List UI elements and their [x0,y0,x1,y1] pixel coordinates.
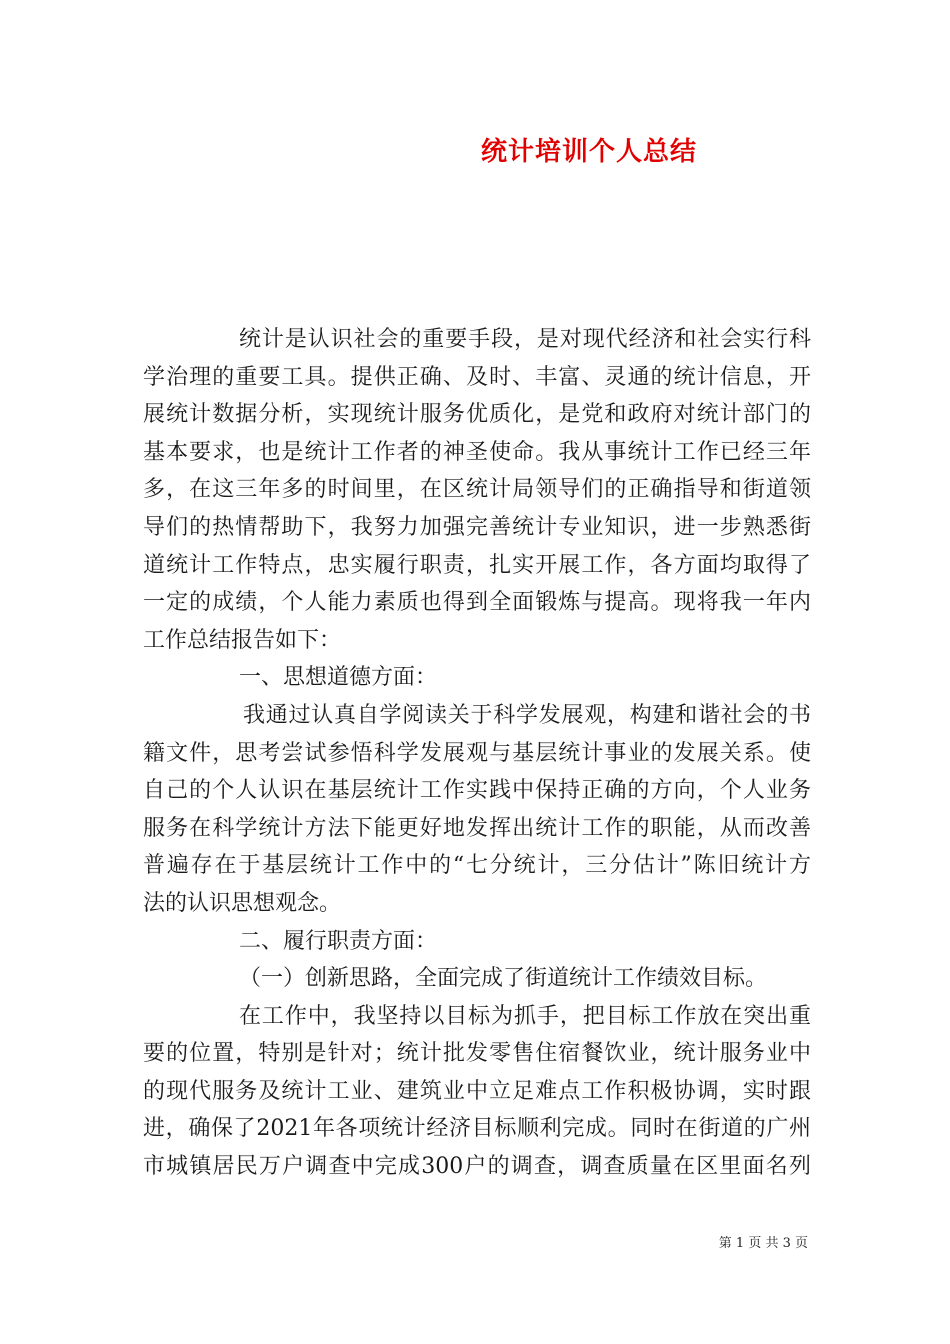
paragraph-line: 统计是认识社会的重要手段，是对现代经济和社会实行科 [239,327,811,352]
paragraph-line: 工作总结报告如下： [143,627,342,653]
paragraph-line: 市城镇居民万户调查中完成300户的调查，调查质量在区里面名列 [143,1154,811,1180]
paragraph-line: 学治理的重要工具。提供正确、及时、丰富、灵通的统计信息，开 [143,364,811,390]
paragraph-line: 道统计工作特点，忠实履行职责，扎实开展工作，各方面均取得了 [143,552,811,578]
paragraph-line: 要的位置，特别是针对；统计批发零售住宿餐饮业，统计服务业中 [143,1041,811,1067]
document-body [143,321,811,1186]
sub-heading: （一）创新思路，全面完成了街道统计工作绩效目标。 [239,966,768,992]
paragraph-line: 在工作中，我坚持以目标为抓手，把目标工作放在突出重 [239,1003,811,1029]
paragraph-line: 展统计数据分析，实现统计服务优质化，是党和政府对统计部门的 [143,402,811,428]
paragraph-line: 多，在这三年多的时间里，在区统计局领导们的正确指导和街道领 [143,477,811,503]
document-title: 统计培训个人总结 [480,137,697,167]
paragraph-line: 法的认识思想观念。 [143,890,342,916]
paragraph-line: 的现代服务及统计工业、建筑业中立足难点工作积极协调，实时跟 [143,1078,811,1104]
paragraph-line: 普遍存在于基层统计工作中的“七分统计，三分估计”陈旧统计方 [143,853,811,879]
paragraph-line: 一定的成绩，个人能力素质也得到全面锻炼与提高。现将我一年内 [143,590,811,616]
section-heading: 二、履行职责方面： [239,928,438,954]
paragraph-line: 自己的个人认识在基层统计工作实践中保持正确的方向，个人业务 [143,778,811,804]
paragraph-line: 服务在科学统计方法下能更好地发挥出统计工作的职能，从而改善 [143,815,811,841]
paragraph-line: 籍文件，思考尝试参悟科学发展观与基层统计事业的发展关系。使 [143,740,811,766]
paragraph-line: 进，确保了2021年各项统计经济目标顺利完成。同时在街道的广州 [143,1116,811,1142]
page-number: 第 1 页 共 3 页 [718,1236,808,1251]
paragraph-line: 基本要求，也是统计工作者的神圣使命。我从事统计工作已经三年 [143,439,811,465]
paragraph-line: 我通过认真自学阅读关于科学发展观，构建和谐社会的书 [243,702,811,728]
paragraph-line: 导们的热情帮助下，我努力加强完善统计专业知识，进一步熟悉街 [143,514,811,540]
section-heading: 一、思想道德方面： [239,665,438,691]
